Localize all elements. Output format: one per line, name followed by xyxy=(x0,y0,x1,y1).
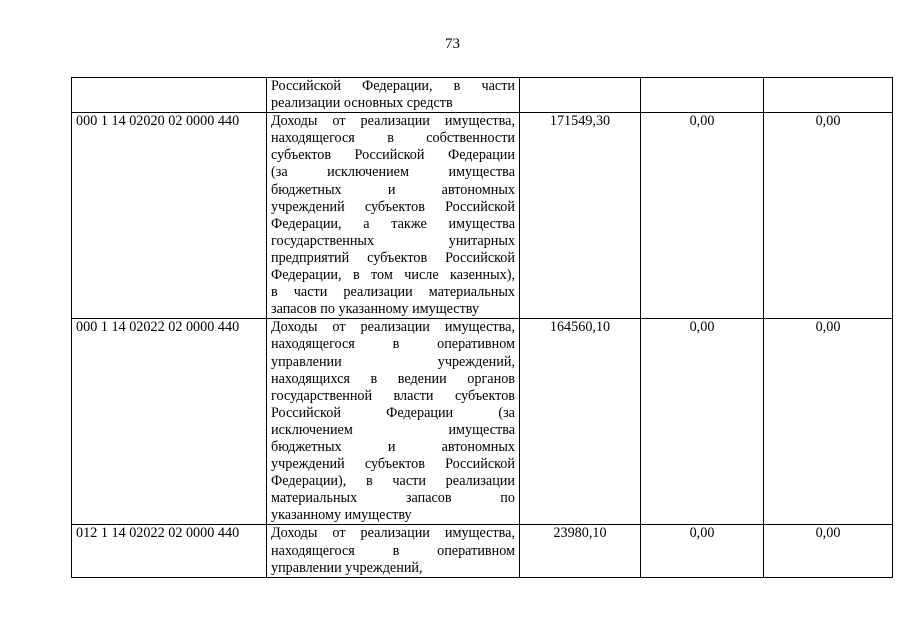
row-code: 012 1 14 02022 02 0000 440 xyxy=(72,525,267,577)
description-line: субъектов Российской Федерации xyxy=(271,147,515,164)
budget-table xyxy=(71,77,893,578)
amount-col2: 0,00 xyxy=(641,319,764,525)
amount-col2 xyxy=(641,78,764,113)
description-line: находящихся в ведении органов xyxy=(271,370,515,387)
description-line: Российской Федерации (за xyxy=(271,404,515,421)
description-line: бюджетных и автономных xyxy=(271,438,515,455)
description-line: Федерации, в том числе казенных), xyxy=(271,267,515,284)
description-line: Доходы от реализации имущества, xyxy=(271,525,515,542)
description-line: реализации основных средств xyxy=(271,95,453,112)
row-description xyxy=(267,319,520,525)
description-line: бюджетных и автономных xyxy=(271,181,515,198)
amount-col1: 171549,30 xyxy=(520,113,641,319)
amount-col1: 164560,10 xyxy=(520,319,641,525)
description-line: управлении учреждений, xyxy=(271,559,423,576)
amount-col3: 0,00 xyxy=(764,113,893,319)
description-line: исключением имущества xyxy=(271,421,515,438)
amount-col2: 0,00 xyxy=(641,113,764,319)
description-line: Доходы от реализации имущества, xyxy=(271,319,515,336)
amount-col3: 0,00 xyxy=(764,319,893,525)
row-description xyxy=(267,78,520,113)
row-code: 000 1 14 02020 02 0000 440 xyxy=(72,113,267,319)
description-line: государственной власти субъектов xyxy=(271,387,515,404)
description-line: Федерации), в части реализации xyxy=(271,473,515,490)
description-line: Доходы от реализации имущества, xyxy=(271,113,515,130)
description-line: находящегося в оперативном xyxy=(271,336,515,353)
amount-col3: 0,00 xyxy=(764,525,893,577)
table-row xyxy=(72,525,893,577)
description-line: (за исключением имущества xyxy=(271,164,515,181)
description-line: Российской Федерации, в части xyxy=(271,78,515,94)
description-line: находящегося в оперативном xyxy=(271,542,515,559)
page-number: 73 xyxy=(445,36,460,52)
row-description xyxy=(267,525,520,577)
amount-col1 xyxy=(520,78,641,113)
description-line: учреждений субъектов Российской xyxy=(271,456,515,473)
description-line: предприятий субъектов Российской xyxy=(271,249,515,266)
row-code: 000 1 14 02022 02 0000 440 xyxy=(72,319,267,525)
description-line: в части реализации материальных xyxy=(271,284,515,301)
row-description xyxy=(267,113,520,319)
description-line: указанному имуществу xyxy=(271,507,412,524)
table-row xyxy=(72,78,893,113)
description-line: Федерации, а также имущества xyxy=(271,215,515,232)
description-line: учреждений субъектов Российской xyxy=(271,198,515,215)
description-line: государственных унитарных xyxy=(271,232,515,249)
table-row xyxy=(72,319,893,525)
description-line: материальных запасов по xyxy=(271,490,515,507)
amount-col2: 0,00 xyxy=(641,525,764,577)
description-line: находящегося в собственности xyxy=(271,130,515,147)
row-code xyxy=(72,78,267,113)
description-line: запасов по указанному имуществу xyxy=(271,301,480,318)
amount-col1: 23980,10 xyxy=(520,525,641,577)
description-line: управлении учреждений, xyxy=(271,353,515,370)
amount-col3 xyxy=(764,78,893,113)
table-row xyxy=(72,113,893,319)
